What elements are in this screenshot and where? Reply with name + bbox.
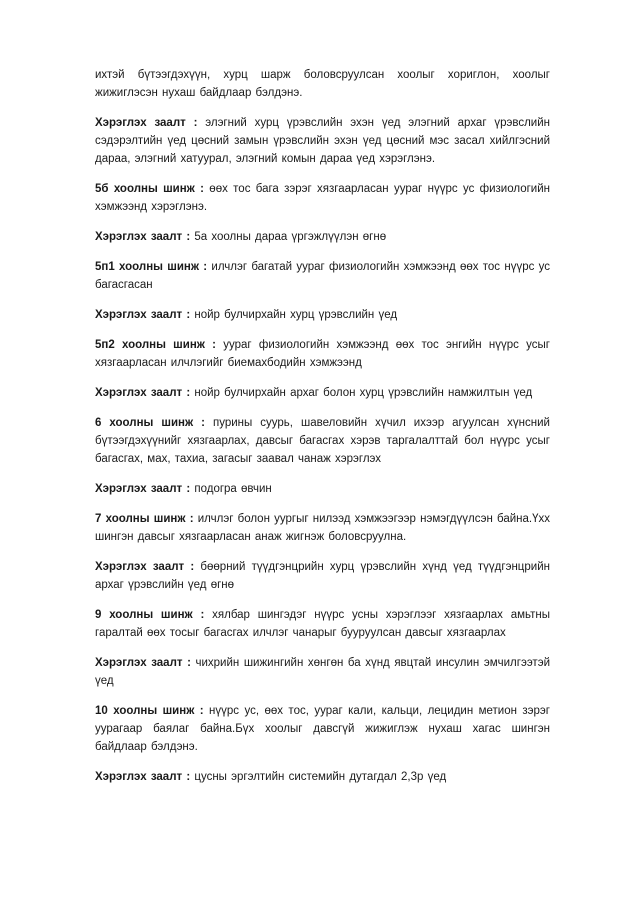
paragraph-usage-5p2 — [95, 384, 550, 402]
document-page — [95, 66, 550, 798]
paragraph-label: 6 хоолны шинж : — [95, 417, 205, 429]
paragraph-text: 5а хоолны дараа үргэжлүүлэн өгнө — [190, 231, 387, 243]
paragraph-label: Хэрэглэх заалт : — [95, 387, 191, 399]
paragraph-diet-6 — [95, 414, 550, 468]
paragraph-label: Хэрэглэх заалт : — [95, 657, 191, 669]
paragraph-text: илчлэг багатай уураг физиологийн хэмжээнд өөх тос нүүрс ус багасгасан — [95, 261, 550, 291]
paragraph-usage-5p1 — [95, 306, 550, 324]
paragraph-diet-5b — [95, 180, 550, 216]
paragraph-usage-10 — [95, 768, 550, 786]
paragraph-label: Хэрэглэх заалт : — [95, 561, 195, 573]
paragraph-text: нүүрс ус, өөх тос, уураг кали, кальци, лецидин метион зэрэг уурагаар баялаг байна.Бүх хоолыг давсгүй жижиглэж нухаш хагас шингэн байдлаар бэлдэнэ. — [95, 705, 550, 753]
paragraph-label: Хэрэглэх заалт : — [95, 771, 191, 783]
paragraph-text: өөх тос бага зэрэг хязгаарласан уураг нүүрс ус физиологийн хэмжээнд хэрэглэнэ. — [95, 183, 550, 213]
paragraph-label: Хэрэглэх заалт : — [95, 117, 198, 129]
paragraph-text: илчлэг болон уургыг нилээд хэмжээгээр нэмэгдүүлсэн байна.Үхх шингэн давсыг хязгаарласан анаж жигнэж боловсруулна. — [95, 513, 550, 543]
paragraph-text: нойр булчирхайн хурц үрэвслийн үед — [190, 309, 398, 321]
paragraph-label: 5б хоолны шинж : — [95, 183, 204, 195]
paragraph-label: 9 хоолны шинж : — [95, 609, 205, 621]
paragraph-text: ихтэй бүтээгдэхүүн, хурц шарж боловсруулсан хоолыг хориглон, хоолыг жижиглэсэн нухаш байдлаар бэлдэнэ. — [95, 69, 550, 99]
paragraph-usage-6 — [95, 480, 550, 498]
paragraph-text: пурины суурь, шавеловийн хүчил ихээр агуулсан хүнсний бүтээгдэхүүнийг хязгаарлах, давсыг багасгах хэрэв таргалалттай бол нүүрс усыг багасгах, мах, тахиа, загасыг заавал чанаж хэрэглэх — [95, 417, 550, 465]
paragraph-label: Хэрэглэх заалт : — [95, 231, 191, 243]
paragraph-label: 5п1 хоолны шинж : — [95, 261, 208, 273]
paragraph-label: 10 хоолны шинж : — [95, 705, 204, 717]
paragraph-diet-5p1 — [95, 258, 550, 294]
paragraph-diet-7 — [95, 510, 550, 546]
paragraph-intro — [95, 66, 550, 102]
paragraph-label: 5п2 хоолны шинж : — [95, 339, 217, 351]
paragraph-label: 7 хоолны шинж : — [95, 513, 194, 525]
paragraph-usage-9 — [95, 654, 550, 690]
paragraph-diet-10 — [95, 702, 550, 756]
paragraph-text: нойр булчирхайн архаг болон хурц үрэвслийн намжилтын үед — [190, 387, 533, 399]
paragraph-diet-5p2 — [95, 336, 550, 372]
paragraph-usage-5a — [95, 114, 550, 168]
paragraph-label: Хэрэглэх заалт : — [95, 309, 191, 321]
paragraph-text: хялбар шингэдэг нүүрс усны хэрэглээг хязгаарлах амьтны гаралтай өөх тосыг багасгах илчлэг чанарыг бууруулсан давсыг хязгаарлах — [95, 609, 550, 639]
paragraph-text: чихрийн шижингийн хөнгөн ба хүнд явцтай инсулин эмчилгээтэй үед — [95, 657, 550, 687]
paragraph-text: подогра өвчин — [190, 483, 272, 495]
paragraph-label: Хэрэглэх заалт : — [95, 483, 191, 495]
paragraph-text: цусны эргэлтийн системийн дутагдал 2,3р үед — [190, 771, 447, 783]
paragraph-usage-5b — [95, 228, 550, 246]
paragraph-text: бөөрний түүдгэнцрийн хурц үрэвслийн хүнд үед түүдгэнцрийн архаг үрэвслийн үед өгнө — [95, 561, 550, 591]
paragraph-text: элэгний хурц үрэвслийн эхэн үед элэгний архаг үрэвслийн сэдэрэлтийн үед цөсний замын үрэвслийн эхэн үед цөсний мэс засал хийлгэсний дараа, элэгний хатуурал, элэгний комын дараа үед хэрэглэнэ. — [95, 117, 550, 165]
paragraph-usage-7 — [95, 558, 550, 594]
paragraph-diet-9 — [95, 606, 550, 642]
paragraph-text: уураг физиологийн хэмжээнд өөх тос энгийн нүүрс усыг хязгаарласан илчлэгийг биемахбодийн хэмжээнд — [95, 339, 550, 369]
